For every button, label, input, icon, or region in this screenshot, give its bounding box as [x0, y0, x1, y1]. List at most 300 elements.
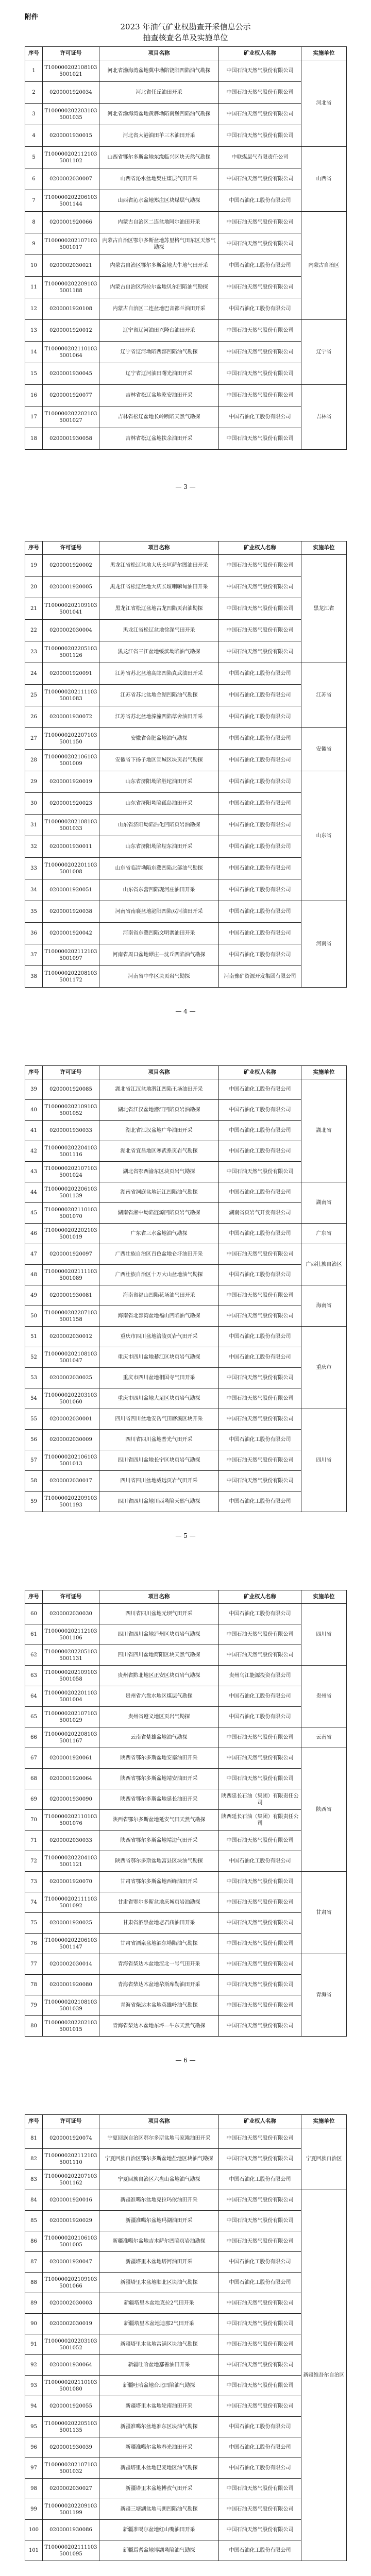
license-number: T1000002021071035001024 — [43, 1162, 99, 1182]
table-row — [25, 2458, 347, 2479]
project-name: 新疆塔里木盆地博孜气田开采 — [99, 2479, 219, 2499]
license-number: T1000002021111035001089 — [43, 1265, 99, 1285]
row-number: 41 — [25, 1121, 43, 1141]
rights-holder: 中国石油天然气股份有限公司 — [219, 168, 301, 190]
table-row — [25, 771, 347, 793]
row-number: 63 — [25, 1666, 43, 1686]
rights-holder: 中国石油天然气股份有限公司 — [219, 320, 301, 342]
rights-holder: 中国石油天然气股份有限公司 — [219, 60, 301, 82]
table-row — [25, 1624, 347, 1645]
rights-holder: 中国石油天然气股份有限公司 — [219, 212, 301, 233]
header-unit: 实施单位 — [301, 541, 347, 555]
row-number: 40 — [25, 1100, 43, 1121]
project-name: 陕西省鄂尔多斯盆地安塞油田开采 — [99, 1748, 219, 1769]
table-row — [25, 147, 347, 168]
table-row — [25, 1645, 347, 1666]
table-row — [25, 320, 347, 342]
rights-holder: 中国石油天然气股份有限公司 — [219, 555, 301, 577]
table-row — [25, 750, 347, 771]
project-name: 湖北省宜昌地区寒武系页岩气勘探 — [99, 1141, 219, 1162]
row-number: 72 — [25, 1851, 43, 1872]
document-title — [0, 22, 371, 43]
project-name: 河南省中牟区块页岩气勘探 — [99, 966, 219, 988]
license-number: T1000002021101035001076 — [43, 1810, 99, 1831]
rights-holder: 中国石油化工股份有限公司 — [219, 2252, 301, 2273]
rights-holder: 贵州乌江能源投资有限公司 — [219, 1666, 301, 1686]
row-number: 33 — [25, 858, 43, 879]
rights-holder: 中国石油天然气股份有限公司 — [219, 1388, 301, 1409]
project-name: 吉林省松辽盆地扶余油田开采 — [99, 428, 219, 450]
license-number: 0200001920080 — [43, 1975, 99, 1995]
table-row — [25, 1430, 347, 1450]
implementing-unit: 陕西省 — [301, 1748, 347, 1872]
implementing-unit: 四川省 — [301, 1409, 347, 1512]
table-row — [25, 277, 347, 298]
table-row — [25, 1686, 347, 1707]
row-number: 49 — [25, 1285, 43, 1306]
row-number: 22 — [25, 620, 43, 641]
project-name: 黑龙江省三江盆地绥滨坳陷油气勘探 — [99, 641, 219, 663]
title-line-1: 2023 年油气矿业权勘查开采信息公示 — [120, 22, 251, 31]
table-row — [25, 923, 347, 944]
table-row — [25, 901, 347, 923]
row-number: 98 — [25, 2479, 43, 2499]
header-number: 序号 — [25, 1066, 43, 1079]
header-license: 许可证号 — [43, 1066, 99, 1079]
row-number: 55 — [25, 1409, 43, 1430]
row-number: 42 — [25, 1141, 43, 1162]
license-number: 0200001930045 — [43, 363, 99, 385]
license-number: T1000002021071035001032 — [43, 2458, 99, 2479]
rights-holder: 中国石油化工股份有限公司 — [219, 1430, 301, 1450]
implementing-unit: 吉林省 — [301, 385, 347, 450]
table-row — [25, 944, 347, 966]
license-number: 0200002030025 — [43, 1368, 99, 1388]
row-number: 15 — [25, 363, 43, 385]
rights-holder: 中国石油化工股份有限公司 — [219, 750, 301, 771]
header-license: 许可证号 — [43, 47, 99, 60]
row-number: 9 — [25, 233, 43, 255]
table-row — [25, 1604, 347, 1624]
license-number: 0200001930081 — [43, 1285, 99, 1306]
license-number: 0200001920025 — [43, 1913, 99, 1934]
rights-holder: 中国石油天然气股份有限公司 — [219, 2479, 301, 2499]
rights-holder: 中国石油化工股份有限公司 — [219, 1707, 301, 1727]
row-number: 58 — [25, 1471, 43, 1492]
document-page — [0, 2098, 371, 2576]
row-number: 91 — [25, 2334, 43, 2355]
project-name: 广西壮族自治区百色盆地仑圩油田开采 — [99, 1244, 219, 1265]
table-row — [25, 82, 347, 104]
license-number: T1000002021061035001009 — [43, 750, 99, 771]
table-row — [25, 815, 347, 836]
rights-holder: 中国石油化工股份有限公司 — [219, 298, 301, 320]
table-row — [25, 2231, 347, 2252]
project-name: 山西省沁水盆地郑庄区块煤层气勘探 — [99, 190, 219, 212]
row-number: 78 — [25, 1975, 43, 1995]
table-header-row — [25, 1066, 347, 1079]
table-row — [25, 385, 347, 406]
implementing-unit: 河北省 — [301, 60, 347, 147]
header-license: 许可证号 — [43, 2115, 99, 2128]
list-table — [25, 1065, 347, 1512]
license-number: T1000002022011035001004 — [43, 1686, 99, 1707]
table-row — [25, 1182, 347, 1203]
list-table — [25, 1590, 347, 2037]
table-row — [25, 1347, 347, 1368]
table-row — [25, 1789, 347, 1810]
project-name: 湖北省江汉盆地广华油田开采 — [99, 1121, 219, 1141]
license-number: T1000002022051035001131 — [43, 1645, 99, 1666]
license-number: T1000002022081035001167 — [43, 1727, 99, 1748]
rights-holder: 中国石油化工股份有限公司 — [219, 944, 301, 966]
table-row — [25, 2149, 347, 2170]
row-number: 69 — [25, 1789, 43, 1810]
rights-holder: 中国石油天然气股份有限公司 — [219, 641, 301, 663]
rights-holder: 中国石油天然气股份有限公司 — [219, 598, 301, 620]
license-number: T1000002022051035001126 — [43, 641, 99, 663]
project-name: 内蒙古自治区二连盆地巴音都兰油田开采 — [99, 298, 219, 320]
implementing-unit: 重庆市 — [301, 1327, 347, 1409]
rights-holder: 中国石油天然气股份有限公司 — [219, 104, 301, 125]
project-name: 内蒙古自治区海拉尔盆地贝尔凹陷油气勘探 — [99, 277, 219, 298]
license-number: 0200002030017 — [43, 1471, 99, 1492]
table-row — [25, 1162, 347, 1182]
row-number: 82 — [25, 2149, 43, 2170]
table-row — [25, 1934, 347, 1954]
row-number: 38 — [25, 966, 43, 988]
row-number: 52 — [25, 1347, 43, 1368]
project-name: 山东省临清坳陷东濮凹陷北部油气勘探 — [99, 858, 219, 879]
project-name: 黑龙江省松辽盆地大庆长垣萨尔图油田开采 — [99, 555, 219, 577]
project-name: 重庆市四川盆地相国寺气田开采 — [99, 1368, 219, 1388]
project-name: 新疆塔里木盆地富满区块油气勘探 — [99, 2334, 219, 2355]
table-row — [25, 577, 347, 598]
table-row — [25, 363, 347, 385]
license-number: T1000002021101035001070 — [43, 1203, 99, 1224]
project-name: 湖北省江汉盆地潜江凹陷王场油田开采 — [99, 1079, 219, 1100]
header-holder: 矿业权人名称 — [219, 541, 301, 555]
row-number: 1 — [25, 60, 43, 82]
rights-holder: 中国石油天然气股份有限公司 — [219, 1306, 301, 1327]
project-name: 四川省四川盆地简阳区块天然气勘探 — [99, 1645, 219, 1666]
project-name: 贵州省遵义地区页岩气勘探 — [99, 1707, 219, 1727]
rights-holder: 中国石油天然气股份有限公司 — [219, 1285, 301, 1306]
license-number: 0200001920051 — [43, 879, 99, 901]
table-row — [25, 342, 347, 363]
row-number: 89 — [25, 2293, 43, 2314]
project-name: 广东省三水盆地油气勘探 — [99, 1224, 219, 1244]
license-number: 0200002030014 — [43, 1954, 99, 1975]
rights-holder: 中国石油天然气股份有限公司 — [219, 363, 301, 385]
license-number: 0200002030021 — [43, 255, 99, 277]
header-project: 项目名称 — [99, 2115, 219, 2128]
row-number: 54 — [25, 1388, 43, 1409]
rights-holder: 中国石油化工股份有限公司 — [219, 255, 301, 277]
project-name: 新疆吐哈盆地鄯善油田开采 — [99, 2355, 219, 2376]
table-row — [25, 555, 347, 577]
rights-holder: 中国石油化工股份有限公司 — [219, 1100, 301, 1121]
implementing-unit: 黑龙江省 — [301, 555, 347, 663]
rights-holder: 湖南省页岩气开发有限公司 — [219, 1203, 301, 1224]
table-row — [25, 125, 347, 147]
header-holder: 矿业权人名称 — [219, 1590, 301, 1604]
row-number: 39 — [25, 1079, 43, 1100]
row-number: 26 — [25, 706, 43, 728]
rights-holder: 中国石油化工股份有限公司 — [219, 2170, 301, 2190]
license-number: T1000002021091035001052 — [43, 1100, 99, 1121]
row-number: 99 — [25, 2499, 43, 2520]
table-row — [25, 966, 347, 988]
project-name: 陕西省鄂尔多斯盆地富县区块油气勘探 — [99, 1851, 219, 1872]
license-number: 0200002030019 — [43, 2314, 99, 2334]
row-number: 5 — [25, 147, 43, 168]
project-name: 四川省四川盆地川西坳陷天然气勘探 — [99, 1492, 219, 1512]
license-number: T1000002021081035001021 — [43, 60, 99, 82]
row-number: 62 — [25, 1645, 43, 1666]
table-row — [25, 1666, 347, 1686]
rights-holder: 中国石油天然气股份有限公司 — [219, 2396, 301, 2417]
row-number: 76 — [25, 1934, 43, 1954]
license-number: T1000002022061035001139 — [43, 1182, 99, 1203]
rights-holder: 陕西延长石油（集团）有限责任公司 — [219, 1810, 301, 1831]
license-number: T1000002021091035001041 — [43, 598, 99, 620]
table-row — [25, 2355, 347, 2376]
license-number: T1000002022041035001116 — [43, 1141, 99, 1162]
table-row — [25, 104, 347, 125]
implementing-unit: 宁夏回族自治区 — [301, 2128, 347, 2190]
row-number: 53 — [25, 1368, 43, 1388]
license-number: 0200001930072 — [43, 706, 99, 728]
license-number: 0200001920047 — [43, 2252, 99, 2273]
row-number: 13 — [25, 320, 43, 342]
rights-holder: 中国石油天然气股份有限公司 — [219, 1244, 301, 1265]
license-number: T1000002022021035001027 — [43, 406, 99, 428]
rights-holder: 中国石油化工股份有限公司 — [219, 1492, 301, 1512]
attachment-label: 附件 — [25, 13, 39, 21]
list-table — [25, 541, 347, 988]
rights-holder: 中国石油化工股份有限公司 — [219, 706, 301, 728]
rights-holder: 中国石油天然气股份有限公司 — [219, 1727, 301, 1748]
row-number: 59 — [25, 1492, 43, 1512]
license-number: T1000002021061035001013 — [43, 1450, 99, 1471]
rights-holder: 中国石油天然气股份有限公司 — [219, 2211, 301, 2231]
rights-holder: 中国石油化工股份有限公司 — [219, 858, 301, 879]
license-number: 0200002030003 — [43, 2293, 99, 2314]
implementing-unit: 贵州省 — [301, 1666, 347, 1727]
row-number: 61 — [25, 1624, 43, 1645]
table-row — [25, 1244, 347, 1265]
project-name: 甘肃省酒泉盆地老君庙油田开采 — [99, 1913, 219, 1934]
rights-holder: 中国石油化工股份有限公司 — [219, 923, 301, 944]
project-name: 吉林省松辽盆地乾安油田开采 — [99, 385, 219, 406]
table-row — [25, 1450, 347, 1471]
table-row — [25, 728, 347, 750]
row-number: 31 — [25, 815, 43, 836]
row-number: 75 — [25, 1913, 43, 1934]
document-page — [0, 1573, 371, 2098]
rights-holder: 中国石油天然气股份有限公司 — [219, 2334, 301, 2355]
project-name: 黑龙江省松辽盆地古龙凹陷页岩油勘探 — [99, 598, 219, 620]
license-number: T1000002022051035001135 — [43, 2417, 99, 2437]
rights-holder: 中国石油天然气股份有限公司 — [219, 1934, 301, 1954]
license-number: T1000002021121035001102 — [43, 147, 99, 168]
table-row — [25, 663, 347, 685]
table-row — [25, 879, 347, 901]
rights-holder: 中国石油化工股份有限公司 — [219, 2540, 301, 2561]
header-holder: 矿业权人名称 — [219, 47, 301, 60]
header-unit: 实施单位 — [301, 2115, 347, 2128]
project-name: 新疆塔里木盆地塔河油田开采 — [99, 2252, 219, 2273]
project-name: 河南省周口盆地谭庄—沈丘凹陷油气勘探 — [99, 944, 219, 966]
header-project: 项目名称 — [99, 541, 219, 555]
project-name: 甘肃省酒泉盆地酒东坳陷油气勘探 — [99, 1934, 219, 1954]
table-row — [25, 1100, 347, 1121]
row-number: 90 — [25, 2314, 43, 2334]
document-page — [0, 524, 371, 1049]
header-holder: 矿业权人名称 — [219, 1066, 301, 1079]
project-name: 安徽省合肥盆地油气勘探 — [99, 728, 219, 750]
license-number: 0200002030007 — [43, 168, 99, 190]
implementing-unit: 内蒙古自治区 — [301, 212, 347, 320]
rights-holder: 中国石油化工股份有限公司 — [219, 815, 301, 836]
page-number: — 3 — — [175, 483, 196, 490]
rights-holder: 中国石油天然气股份有限公司 — [219, 2499, 301, 2520]
table-row — [25, 1203, 347, 1224]
project-name: 甘肃省鄂尔多斯盆地西峰油田开采 — [99, 1872, 219, 1892]
project-name: 河北省大港油田羊三木油田开采 — [99, 125, 219, 147]
rights-holder: 中国石油天然气股份有限公司 — [219, 385, 301, 406]
row-number: 77 — [25, 1954, 43, 1975]
rights-holder: 中国石油化工股份有限公司 — [219, 2417, 301, 2437]
table-row — [25, 1872, 347, 1892]
license-number: T1000002022081035001172 — [43, 966, 99, 988]
implementing-unit: 甘肃省 — [301, 1872, 347, 1954]
rights-holder: 中国石油化工股份有限公司 — [219, 836, 301, 858]
project-name: 河北省渤海湾盆地冀中坳陷饶阳凹陷油气勘探 — [99, 60, 219, 82]
rights-holder: 中国石油天然气股份有限公司 — [219, 2149, 301, 2170]
table-row — [25, 1368, 347, 1388]
header-license: 许可证号 — [43, 541, 99, 555]
license-number: T1000002021071035001017 — [43, 233, 99, 255]
license-number: T1000002021061035001005 — [43, 2231, 99, 2252]
license-number: 0200002030027 — [43, 2479, 99, 2499]
table-row — [25, 620, 347, 641]
rights-holder: 中国石油化工股份有限公司 — [219, 1121, 301, 1141]
table-row — [25, 1079, 347, 1100]
rights-holder: 河南豫矿资源开发集团有限公司 — [219, 966, 301, 988]
rights-holder: 中国石油天然气股份有限公司 — [219, 277, 301, 298]
row-number: 14 — [25, 342, 43, 363]
list-table — [25, 46, 347, 450]
license-number: 0200001920005 — [43, 577, 99, 598]
rights-holder: 中国石油天然气股份有限公司 — [219, 1892, 301, 1913]
row-number: 87 — [25, 2252, 43, 2273]
project-name: 新疆准噶尔盆地准东区块油气勘探 — [99, 2417, 219, 2437]
project-name: 山东省济阳坳陷沾化凹陷页岩油勘探 — [99, 815, 219, 836]
project-name: 宁夏回族自治区鄂尔多斯盆地盐池区块油气勘探 — [99, 2149, 219, 2170]
table-row — [25, 1913, 347, 1934]
license-number: 0200001920077 — [43, 385, 99, 406]
project-name: 山东省东营凹陷现河庄油田开采 — [99, 879, 219, 901]
license-number: 0200001920002 — [43, 555, 99, 577]
row-number: 43 — [25, 1162, 43, 1182]
row-number: 16 — [25, 385, 43, 406]
row-number: 24 — [25, 663, 43, 685]
table-row — [25, 255, 347, 277]
row-number: 7 — [25, 190, 43, 212]
header-number: 序号 — [25, 2115, 43, 2128]
project-name: 黑龙江省松辽盆地徐深气田开采 — [99, 620, 219, 641]
rights-holder: 中国石油天然气股份有限公司 — [219, 1831, 301, 1851]
table-row — [25, 2417, 347, 2437]
table-row — [25, 2479, 347, 2499]
rights-holder: 中国石油化工股份有限公司 — [219, 1265, 301, 1285]
project-name: 新疆三塘湖盆地马朗凹陷油气勘探 — [99, 2499, 219, 2520]
project-name: 河北省任丘油田开采 — [99, 82, 219, 104]
table-row — [25, 2334, 347, 2355]
row-number: 25 — [25, 685, 43, 706]
implementing-unit: 湖北省 — [301, 1079, 347, 1182]
project-name: 山东省济阳坳陷埕东油田开采 — [99, 836, 219, 858]
project-name: 重庆市四川盆地大足区块页岩气勘探 — [99, 1388, 219, 1409]
row-number: 96 — [25, 2437, 43, 2458]
table-row — [25, 1224, 347, 1244]
rights-holder: 中国石油天然气股份有限公司 — [219, 1748, 301, 1769]
table-row — [25, 598, 347, 620]
row-number: 95 — [25, 2417, 43, 2437]
rights-holder: 中国石油天然气股份有限公司 — [219, 82, 301, 104]
license-number: T1000002021091035001066 — [43, 2273, 99, 2293]
table-row — [25, 641, 347, 663]
license-number: 0200001920108 — [43, 298, 99, 320]
project-name: 海南省福山凹陷花场油气田开采 — [99, 1285, 219, 1306]
license-number: 0200001920038 — [43, 901, 99, 923]
license-number: T1000002022011035001008 — [43, 858, 99, 879]
project-name: 江苏省苏北盆地溱潼凹陷草舍油田开采 — [99, 706, 219, 728]
license-number: 0200001930064 — [43, 2355, 99, 2376]
license-number: 0200001920042 — [43, 923, 99, 944]
rights-holder: 中国石油天然气股份有限公司 — [219, 1450, 301, 1471]
header-unit: 实施单位 — [301, 1066, 347, 1079]
rights-holder: 中联煤层气有限责任公司 — [219, 147, 301, 168]
table-row — [25, 1306, 347, 1327]
table-row — [25, 2520, 347, 2540]
page-number: — 5 — — [175, 1532, 196, 1539]
project-name: 四川省四川盆地泸州区块页岩气勘探 — [99, 1624, 219, 1645]
row-number: 19 — [25, 555, 43, 577]
rights-holder: 中国石油天然气股份有限公司 — [219, 233, 301, 255]
license-number: T1000002022031035001052 — [43, 2334, 99, 2355]
rights-holder: 中国石油天然气股份有限公司 — [219, 1995, 301, 2016]
rights-holder: 中国石油天然气股份有限公司 — [219, 1645, 301, 1666]
rights-holder: 中国石油天然气股份有限公司 — [219, 2376, 301, 2396]
row-number: 66 — [25, 1727, 43, 1748]
license-number: 0200001920055 — [43, 2396, 99, 2417]
rights-holder: 中国石油化工股份有限公司 — [219, 1686, 301, 1707]
license-number: T1000002022061035001144 — [43, 190, 99, 212]
table-row — [25, 1892, 347, 1913]
project-name: 四川省四川盆地威远页岩气田开采 — [99, 1471, 219, 1492]
license-number: T1000002022061035001147 — [43, 1934, 99, 1954]
license-number: 0200001920019 — [43, 771, 99, 793]
table-row — [25, 1748, 347, 1769]
row-number: 21 — [25, 598, 43, 620]
rights-holder: 中国石油化工股份有限公司 — [219, 1182, 301, 1203]
row-number: 36 — [25, 923, 43, 944]
table-row — [25, 2273, 347, 2293]
table-row — [25, 1707, 347, 1727]
